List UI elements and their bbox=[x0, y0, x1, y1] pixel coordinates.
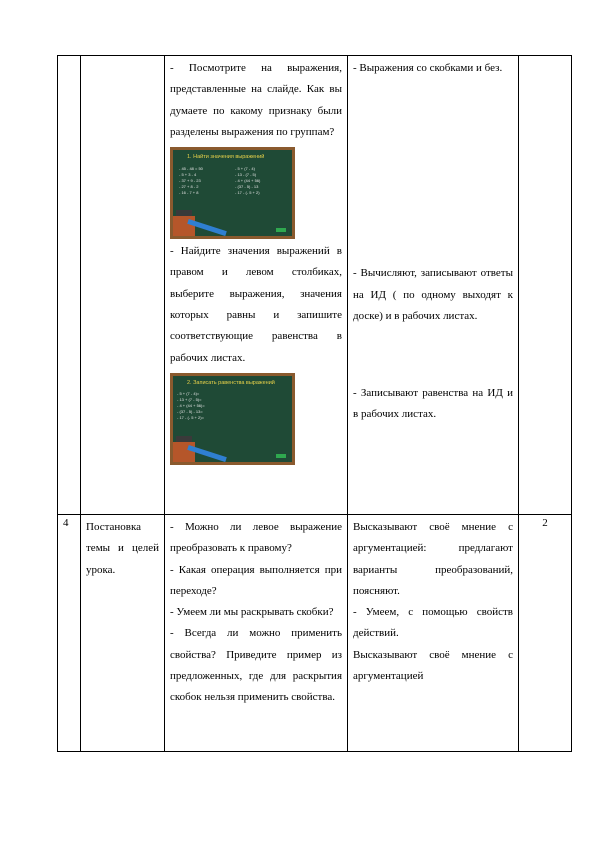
teacher-cell bbox=[165, 56, 348, 515]
slide-expression: - 27 + 8 - 2 bbox=[179, 184, 199, 190]
student-activity: - Умеем, с помощью свойств действий. bbox=[353, 606, 513, 640]
student-activity: - Записывают равенства на ИД и в рабочих листах. bbox=[353, 387, 513, 421]
teacher-question: - Какая операция выполняется при переходе? bbox=[170, 563, 342, 597]
lesson-table bbox=[57, 55, 572, 752]
slide-image bbox=[170, 147, 295, 239]
table-row bbox=[58, 515, 572, 752]
slide-image bbox=[170, 373, 295, 465]
slide-expression: - 13 + (7 - 5)= bbox=[177, 396, 202, 402]
table-row bbox=[58, 56, 572, 515]
slide-expression: - 17 - (- 5 + 2) bbox=[235, 190, 260, 196]
student-activity: - Выражения со скобками и без. bbox=[353, 62, 503, 74]
teacher-question: - Посмотрите на выражения, представленные на слайде. Как вы думаете по какому признаку были разделены выражения по группам? bbox=[170, 62, 342, 138]
slide-left-column bbox=[179, 166, 203, 196]
slide-title: 1. Найти значения выражений bbox=[187, 154, 265, 161]
teacher-question: - Умеем ли мы раскрывать скобки? bbox=[170, 606, 334, 619]
student-activity: Высказывают своё мнение с аргументацией: предлагают варианты преобразований, поясняют. bbox=[353, 521, 513, 597]
slide-expression: - 5 + (7 - 4)= bbox=[177, 390, 200, 396]
stage-cell bbox=[81, 515, 165, 752]
teacher-cell bbox=[165, 515, 348, 752]
slide-expression: - 17 - (- 5 + 2)= bbox=[177, 414, 204, 420]
slide-expression: - 45 - 48 = 50 bbox=[179, 166, 203, 172]
slide-expression: - (37 - 5) - 13= bbox=[177, 408, 203, 414]
row-number: 4 bbox=[63, 517, 69, 529]
time-cell bbox=[519, 515, 572, 752]
stage-name: Постановка темы и целей урока. bbox=[86, 521, 159, 576]
slide-expression: - 13 - (7 - 5) bbox=[235, 172, 257, 178]
number-cell bbox=[58, 515, 81, 752]
slide-right-column bbox=[235, 166, 260, 196]
slide-title: 2. Записать равенства выражений bbox=[187, 379, 275, 386]
student-activity: Высказывают своё мнение с аргументацией bbox=[353, 648, 513, 683]
slide-column bbox=[177, 391, 205, 421]
slide-expression: - 5 + (7 - 4) bbox=[235, 166, 255, 172]
slide-expression: - 37 + 9 - 23 bbox=[179, 178, 201, 184]
time-cell bbox=[519, 56, 572, 515]
stage-cell bbox=[81, 56, 165, 515]
number-cell bbox=[58, 56, 81, 515]
chalk-decoration bbox=[276, 228, 286, 232]
slide-expression: - 5 + 3 - 4 bbox=[179, 172, 197, 178]
slide-expression: - 16 - 7 + 8 bbox=[179, 190, 199, 196]
student-activity: - Вычисляют, записывают ответы на ИД ( по одному выходят к доске) и в рабочих листах. bbox=[353, 267, 513, 322]
chalk-decoration bbox=[276, 454, 286, 458]
teacher-question: - Всегда ли можно применить свойства? Приведите пример из предложенных, где для раскрытия скобок нельзя применить свойства. bbox=[170, 627, 342, 704]
teacher-question: - Найдите значения выражений в правом и левом столбиках, выберите выражения, значения которых равны и запишите соответствующие равенства в рабочих листах. bbox=[170, 245, 342, 364]
slide-expression: - 4 + (44 + 56) bbox=[235, 178, 261, 184]
student-cell bbox=[348, 56, 519, 515]
slide-expression: - 4 + (44 + 56)= bbox=[177, 402, 205, 408]
slide-expression: - (37 - 5) - 13 bbox=[235, 184, 259, 190]
student-cell bbox=[348, 515, 519, 752]
teacher-question: - Можно ли левое выражение преобразовать к правому? bbox=[170, 521, 342, 555]
time-minutes: 2 bbox=[542, 517, 548, 529]
